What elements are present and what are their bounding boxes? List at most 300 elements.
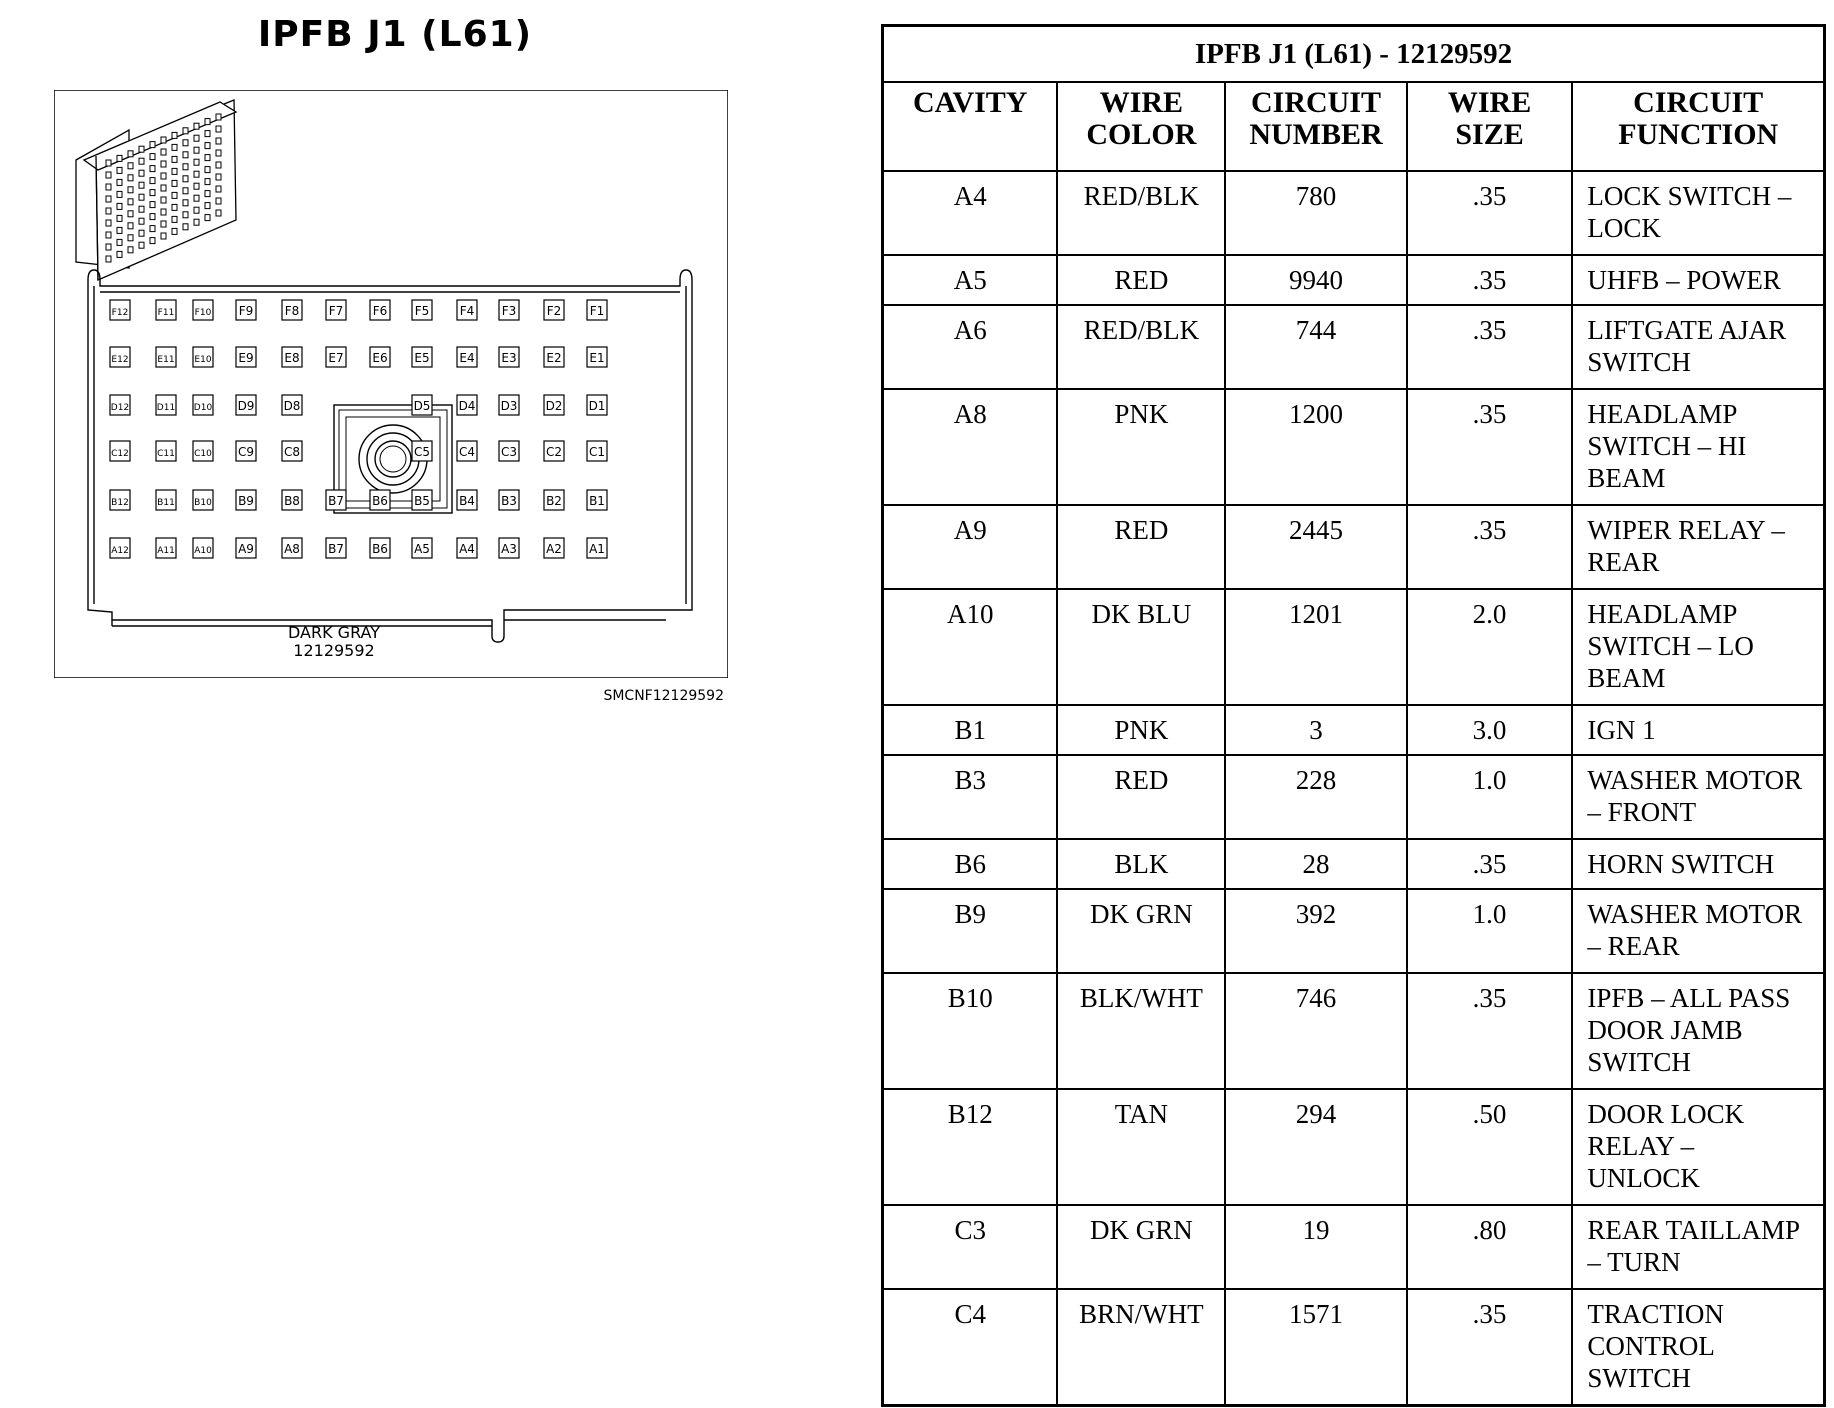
iso-pin bbox=[172, 216, 177, 222]
iso-pin bbox=[128, 199, 133, 205]
iso-pin bbox=[172, 204, 177, 210]
iso-pin bbox=[194, 171, 199, 177]
iso-pin bbox=[117, 215, 122, 221]
column-header-line: COLOR bbox=[1086, 118, 1197, 151]
iso-pin bbox=[150, 154, 155, 160]
connector-part-number: 12129592 bbox=[293, 641, 375, 660]
circuit-function-line: REAR bbox=[1587, 547, 1660, 577]
cell-circuit-function bbox=[1572, 889, 1824, 973]
cell-circuit-function bbox=[1572, 505, 1824, 589]
cell-cavity: A5 bbox=[883, 255, 1058, 305]
cell-wire-size: .50 bbox=[1407, 1089, 1573, 1205]
column-header bbox=[1057, 82, 1225, 171]
column-header bbox=[883, 82, 1058, 171]
circuit-function-line: LOCK bbox=[1587, 213, 1661, 243]
pin-label: D5 bbox=[413, 399, 431, 413]
circuit-function-line: BEAM bbox=[1587, 463, 1666, 493]
pin-label: E7 bbox=[328, 351, 344, 365]
iso-pin bbox=[194, 147, 199, 153]
table-row bbox=[883, 705, 1825, 755]
iso-pin bbox=[172, 144, 177, 150]
cell-wire-color: BLK/WHT bbox=[1057, 973, 1225, 1089]
cell-wire-color: DK BLU bbox=[1057, 589, 1225, 705]
pin-label: F3 bbox=[501, 304, 517, 318]
iso-pin bbox=[128, 235, 133, 241]
connector-title: IPFB J1 (L61) bbox=[257, 14, 533, 55]
pin-label: C11 bbox=[157, 449, 175, 459]
column-header-line: WIRE bbox=[1447, 86, 1532, 119]
cell-wire-size: 1.0 bbox=[1407, 755, 1573, 839]
pin-label: E8 bbox=[284, 351, 300, 365]
iso-pin bbox=[139, 146, 144, 152]
iso-pin bbox=[172, 168, 177, 174]
iso-pin bbox=[216, 210, 221, 216]
iso-pin bbox=[117, 203, 122, 209]
cell-circuit-number: 744 bbox=[1225, 305, 1406, 389]
cell-circuit-number: 294 bbox=[1225, 1089, 1406, 1205]
cell-circuit-number: 9940 bbox=[1225, 255, 1406, 305]
circuit-function-line: RELAY – bbox=[1587, 1131, 1695, 1161]
iso-pin bbox=[150, 178, 155, 184]
pin-label: A12 bbox=[111, 546, 129, 556]
iso-pin bbox=[117, 155, 122, 161]
diagram-source-id: SMCNF12129592 bbox=[603, 688, 724, 704]
cell-circuit-function bbox=[1572, 755, 1824, 839]
cell-circuit-function bbox=[1572, 255, 1824, 305]
pin-label: D10 bbox=[193, 403, 213, 413]
cell-circuit-function bbox=[1572, 1205, 1824, 1289]
pin-label: C4 bbox=[458, 445, 476, 459]
iso-pin bbox=[106, 232, 111, 238]
iso-pin bbox=[172, 228, 177, 234]
cell-wire-color: RED bbox=[1057, 505, 1225, 589]
circuit-function-line: – REAR bbox=[1587, 931, 1680, 961]
pin-label: E11 bbox=[157, 355, 175, 365]
circuit-function-line: WASHER MOTOR bbox=[1587, 899, 1803, 929]
cell-circuit-function bbox=[1572, 973, 1824, 1089]
table-header-row bbox=[883, 82, 1825, 171]
pin-label: E10 bbox=[194, 355, 212, 365]
circuit-function-line: CONTROL bbox=[1587, 1331, 1715, 1361]
circuit-function-line: TRACTION bbox=[1587, 1299, 1724, 1329]
cell-wire-color: RED/BLK bbox=[1057, 305, 1225, 389]
iso-pin bbox=[117, 239, 122, 245]
pin-label: B1 bbox=[589, 494, 605, 508]
cell-cavity: A4 bbox=[883, 171, 1058, 255]
pin-label: A4 bbox=[459, 542, 475, 556]
pin-label: F12 bbox=[111, 308, 129, 318]
circuit-function-line: WIPER RELAY – bbox=[1587, 515, 1785, 545]
iso-pin bbox=[205, 155, 210, 161]
iso-pin bbox=[139, 242, 144, 248]
pin-label: C10 bbox=[194, 449, 212, 459]
circuit-function-line: UNLOCK bbox=[1587, 1163, 1700, 1193]
pin-label: D12 bbox=[110, 403, 130, 413]
iso-pin bbox=[183, 224, 188, 230]
pin-label: A3 bbox=[501, 542, 517, 556]
column-header-line: WIRE bbox=[1099, 86, 1184, 119]
pin-label: F5 bbox=[414, 304, 430, 318]
iso-pin bbox=[194, 123, 199, 129]
iso-pin bbox=[183, 128, 188, 134]
pin-label: C5 bbox=[413, 445, 431, 459]
table-row bbox=[883, 1205, 1825, 1289]
column-header-line: FUNCTION bbox=[1618, 118, 1779, 151]
cell-wire-color: TAN bbox=[1057, 1089, 1225, 1205]
cell-circuit-number: 780 bbox=[1225, 171, 1406, 255]
iso-pin bbox=[161, 197, 166, 203]
table-row bbox=[883, 755, 1825, 839]
iso-pin bbox=[183, 176, 188, 182]
iso-pin bbox=[205, 191, 210, 197]
iso-pin bbox=[183, 152, 188, 158]
cell-cavity: B10 bbox=[883, 973, 1058, 1089]
table-body bbox=[883, 171, 1825, 1405]
iso-pin bbox=[106, 220, 111, 226]
iso-pin bbox=[194, 183, 199, 189]
circuit-function-line: – FRONT bbox=[1587, 797, 1697, 827]
circuit-function-line: – TURN bbox=[1587, 1247, 1681, 1277]
cell-cavity: B12 bbox=[883, 1089, 1058, 1205]
cell-circuit-number: 392 bbox=[1225, 889, 1406, 973]
pin-label: E1 bbox=[589, 351, 605, 365]
iso-pin bbox=[161, 209, 166, 215]
cell-wire-color: BRN/WHT bbox=[1057, 1289, 1225, 1405]
cell-wire-color: RED/BLK bbox=[1057, 171, 1225, 255]
table-row bbox=[883, 505, 1825, 589]
pin-label: E2 bbox=[546, 351, 562, 365]
iso-pin bbox=[216, 162, 221, 168]
iso-pin bbox=[139, 218, 144, 224]
column-header-line: CAVITY bbox=[912, 86, 1028, 119]
cell-wire-color: RED bbox=[1057, 255, 1225, 305]
pin-label: A5 bbox=[414, 542, 430, 556]
pin-label: B10 bbox=[194, 498, 212, 508]
iso-pin bbox=[106, 172, 111, 178]
cell-wire-size: .35 bbox=[1407, 505, 1573, 589]
pin-label: C2 bbox=[545, 445, 563, 459]
iso-pin bbox=[139, 170, 144, 176]
pin-label: D4 bbox=[458, 399, 476, 413]
iso-pin bbox=[161, 149, 166, 155]
iso-pin bbox=[183, 200, 188, 206]
cell-wire-size: .80 bbox=[1407, 1205, 1573, 1289]
pin-label: B6 bbox=[372, 542, 388, 556]
pin-label: B11 bbox=[157, 498, 175, 508]
column-header-line: CIRCUIT bbox=[1250, 86, 1382, 119]
cell-cavity: A6 bbox=[883, 305, 1058, 389]
iso-pin bbox=[117, 227, 122, 233]
iso-pin bbox=[183, 212, 188, 218]
pin-label: E6 bbox=[372, 351, 388, 365]
table-row bbox=[883, 973, 1825, 1089]
iso-pin bbox=[150, 190, 155, 196]
pin-label: A9 bbox=[238, 542, 254, 556]
circuit-function-line: DOOR LOCK bbox=[1587, 1099, 1745, 1129]
pin-label: F1 bbox=[589, 304, 605, 318]
iso-pin bbox=[161, 161, 166, 167]
pin-label: D1 bbox=[588, 399, 606, 413]
cell-wire-size: .35 bbox=[1407, 389, 1573, 505]
iso-pin bbox=[216, 138, 221, 144]
iso-pin bbox=[117, 167, 122, 173]
table-row bbox=[883, 171, 1825, 255]
pin-label: D2 bbox=[545, 399, 563, 413]
pin-label: B7 bbox=[328, 542, 344, 556]
pin-label: C3 bbox=[500, 445, 518, 459]
cell-cavity: C3 bbox=[883, 1205, 1058, 1289]
cell-cavity: A8 bbox=[883, 389, 1058, 505]
pin-label: F8 bbox=[284, 304, 300, 318]
column-header-line: CIRCUIT bbox=[1633, 86, 1764, 119]
pin-label: B6 bbox=[372, 494, 388, 508]
circuit-function-line: SWITCH bbox=[1587, 347, 1691, 377]
circuit-function-line: BEAM bbox=[1587, 663, 1666, 693]
circuit-function-line: DOOR JAMB bbox=[1587, 1015, 1743, 1045]
cell-cavity: C4 bbox=[883, 1289, 1058, 1405]
iso-pin bbox=[216, 186, 221, 192]
circuit-function-line: SWITCH – HI bbox=[1587, 431, 1747, 461]
iso-pin bbox=[172, 132, 177, 138]
circuit-function-line: HEADLAMP bbox=[1587, 599, 1738, 629]
iso-pin bbox=[106, 256, 111, 262]
pin-label: B2 bbox=[546, 494, 562, 508]
cell-wire-size: .35 bbox=[1407, 1289, 1573, 1405]
cell-cavity: A9 bbox=[883, 505, 1058, 589]
circuit-function-line: IGN 1 bbox=[1587, 715, 1656, 745]
iso-pin bbox=[150, 226, 155, 232]
pin-label: E9 bbox=[238, 351, 254, 365]
pin-label: B9 bbox=[238, 494, 254, 508]
pin-label: F7 bbox=[328, 304, 344, 318]
circuit-function-line: IPFB – ALL PASS bbox=[1587, 983, 1791, 1013]
iso-pin bbox=[128, 211, 133, 217]
circuit-function-line: LOCK SWITCH – bbox=[1587, 181, 1792, 211]
pin-label: B7 bbox=[328, 494, 344, 508]
cell-cavity: B9 bbox=[883, 889, 1058, 973]
iso-pin bbox=[128, 151, 133, 157]
pin-label: B12 bbox=[111, 498, 129, 508]
pin-label: A11 bbox=[157, 546, 175, 556]
iso-pin bbox=[216, 150, 221, 156]
connector-color-label: DARK GRAY bbox=[287, 623, 381, 642]
connector-diagram bbox=[54, 90, 728, 678]
cell-wire-size: 3.0 bbox=[1407, 705, 1573, 755]
pinout-table bbox=[881, 24, 1826, 1407]
pin-label: A8 bbox=[284, 542, 300, 556]
iso-pin bbox=[161, 173, 166, 179]
pin-label: C12 bbox=[111, 449, 129, 459]
cell-wire-color: DK GRN bbox=[1057, 1205, 1225, 1289]
cell-circuit-function bbox=[1572, 705, 1824, 755]
iso-pin bbox=[172, 180, 177, 186]
table-row bbox=[883, 305, 1825, 389]
cell-wire-color: RED bbox=[1057, 755, 1225, 839]
iso-pin bbox=[150, 214, 155, 220]
cell-circuit-number: 1200 bbox=[1225, 389, 1406, 505]
iso-pin bbox=[172, 192, 177, 198]
table-row bbox=[883, 389, 1825, 505]
circuit-function-line: SWITCH bbox=[1587, 1047, 1691, 1077]
pin-label: A2 bbox=[546, 542, 562, 556]
cell-cavity: B3 bbox=[883, 755, 1058, 839]
iso-pin bbox=[139, 182, 144, 188]
iso-pin bbox=[172, 156, 177, 162]
pin-label: F4 bbox=[459, 304, 475, 318]
cell-circuit-number: 3 bbox=[1225, 705, 1406, 755]
cell-wire-color: PNK bbox=[1057, 705, 1225, 755]
pin-label: F9 bbox=[238, 304, 254, 318]
cell-wire-color: DK GRN bbox=[1057, 889, 1225, 973]
cell-circuit-number: 28 bbox=[1225, 839, 1406, 889]
circuit-function-line: HEADLAMP bbox=[1587, 399, 1738, 429]
iso-pin bbox=[205, 203, 210, 209]
table-row bbox=[883, 889, 1825, 973]
iso-pin bbox=[128, 247, 133, 253]
cell-circuit-function bbox=[1572, 589, 1824, 705]
circuit-function-line: SWITCH – LO bbox=[1587, 631, 1754, 661]
iso-pin bbox=[194, 135, 199, 141]
circuit-function-line: WASHER MOTOR bbox=[1587, 765, 1803, 795]
pin-label: E4 bbox=[459, 351, 475, 365]
iso-pin bbox=[117, 179, 122, 185]
pin-label: E3 bbox=[501, 351, 517, 365]
pin-label: A1 bbox=[589, 542, 605, 556]
pin-label: D11 bbox=[156, 403, 176, 413]
pin-label: F11 bbox=[157, 308, 175, 318]
iso-pin bbox=[183, 188, 188, 194]
pin-label: D9 bbox=[237, 399, 255, 413]
column-header bbox=[1225, 82, 1406, 171]
pin-label: B8 bbox=[284, 494, 300, 508]
column-header bbox=[1572, 82, 1824, 171]
iso-pin bbox=[106, 196, 111, 202]
cell-wire-color: PNK bbox=[1057, 389, 1225, 505]
cell-wire-size: .35 bbox=[1407, 255, 1573, 305]
column-header-line: NUMBER bbox=[1249, 118, 1383, 151]
iso-pin bbox=[106, 208, 111, 214]
pin-label: E5 bbox=[414, 351, 430, 365]
iso-pin bbox=[183, 164, 188, 170]
iso-pin bbox=[128, 175, 133, 181]
iso-pin bbox=[161, 185, 166, 191]
iso-pin bbox=[106, 244, 111, 250]
iso-pin bbox=[128, 187, 133, 193]
cell-wire-size: .35 bbox=[1407, 171, 1573, 255]
iso-pin bbox=[150, 202, 155, 208]
cell-circuit-number: 2445 bbox=[1225, 505, 1406, 589]
circuit-function-line: REAR TAILLAMP bbox=[1587, 1215, 1800, 1245]
iso-pin bbox=[139, 230, 144, 236]
iso-pin bbox=[117, 251, 122, 257]
cell-cavity: A10 bbox=[883, 589, 1058, 705]
pin-label: F2 bbox=[546, 304, 562, 318]
cell-wire-size: 1.0 bbox=[1407, 889, 1573, 973]
cell-wire-size: .35 bbox=[1407, 839, 1573, 889]
iso-pin bbox=[161, 221, 166, 227]
pin-label: D3 bbox=[500, 399, 518, 413]
pin-label: C8 bbox=[283, 445, 301, 459]
table-row bbox=[883, 1089, 1825, 1205]
iso-pin bbox=[194, 159, 199, 165]
column-header bbox=[1407, 82, 1573, 171]
pin-label: E12 bbox=[111, 355, 129, 365]
pin-label: C9 bbox=[237, 445, 255, 459]
cell-circuit-function bbox=[1572, 305, 1824, 389]
cell-wire-size: 2.0 bbox=[1407, 589, 1573, 705]
iso-pin bbox=[205, 167, 210, 173]
cell-circuit-number: 19 bbox=[1225, 1205, 1406, 1289]
iso-pin bbox=[117, 191, 122, 197]
iso-pin bbox=[194, 195, 199, 201]
cell-wire-size: .35 bbox=[1407, 305, 1573, 389]
cell-wire-size: .35 bbox=[1407, 973, 1573, 1089]
cell-wire-color: BLK bbox=[1057, 839, 1225, 889]
circuit-function-line: LIFTGATE AJAR bbox=[1587, 315, 1787, 345]
iso-pin bbox=[139, 206, 144, 212]
circuit-function-line: UHFB – POWER bbox=[1587, 265, 1781, 295]
iso-pin bbox=[205, 143, 210, 149]
pin-label: D8 bbox=[283, 399, 301, 413]
iso-pin bbox=[205, 179, 210, 185]
iso-pin bbox=[106, 160, 111, 166]
iso-pin bbox=[205, 131, 210, 137]
table-row bbox=[883, 1289, 1825, 1405]
iso-pin bbox=[150, 166, 155, 172]
cell-circuit-number: 746 bbox=[1225, 973, 1406, 1089]
table-title: IPFB J1 (L61) - 12129592 bbox=[883, 26, 1825, 83]
pin-label: B4 bbox=[459, 494, 475, 508]
iso-pin bbox=[106, 184, 111, 190]
iso-pin bbox=[216, 174, 221, 180]
iso-pin bbox=[128, 223, 133, 229]
table-row bbox=[883, 255, 1825, 305]
iso-pin bbox=[216, 198, 221, 204]
cell-circuit-number: 228 bbox=[1225, 755, 1406, 839]
iso-pin bbox=[150, 142, 155, 148]
iso-pin bbox=[150, 238, 155, 244]
iso-pin bbox=[183, 140, 188, 146]
cell-cavity: B1 bbox=[883, 705, 1058, 755]
iso-pin bbox=[128, 163, 133, 169]
pin-label: F10 bbox=[194, 308, 212, 318]
column-header-line: SIZE bbox=[1455, 118, 1524, 151]
cell-circuit-function bbox=[1572, 1289, 1824, 1405]
iso-pin bbox=[216, 126, 221, 132]
cell-circuit-function bbox=[1572, 389, 1824, 505]
cell-circuit-function bbox=[1572, 839, 1824, 889]
cell-circuit-function bbox=[1572, 171, 1824, 255]
cell-circuit-number: 1571 bbox=[1225, 1289, 1406, 1405]
circuit-function-line: SWITCH bbox=[1587, 1363, 1691, 1393]
iso-pin bbox=[161, 137, 166, 143]
table-row bbox=[883, 839, 1825, 889]
pin-label: B3 bbox=[501, 494, 517, 508]
table-row bbox=[883, 589, 1825, 705]
iso-pin bbox=[205, 119, 210, 125]
iso-pin bbox=[194, 207, 199, 213]
iso-pin bbox=[139, 158, 144, 164]
iso-pin bbox=[205, 215, 210, 221]
pin-label: F6 bbox=[372, 304, 388, 318]
iso-pin bbox=[194, 219, 199, 225]
pin-label: C1 bbox=[588, 445, 606, 459]
pin-label: A10 bbox=[194, 546, 212, 556]
cell-circuit-number: 1201 bbox=[1225, 589, 1406, 705]
circuit-function-line: HORN SWITCH bbox=[1587, 849, 1775, 879]
cell-circuit-function bbox=[1572, 1089, 1824, 1205]
iso-pin bbox=[139, 194, 144, 200]
